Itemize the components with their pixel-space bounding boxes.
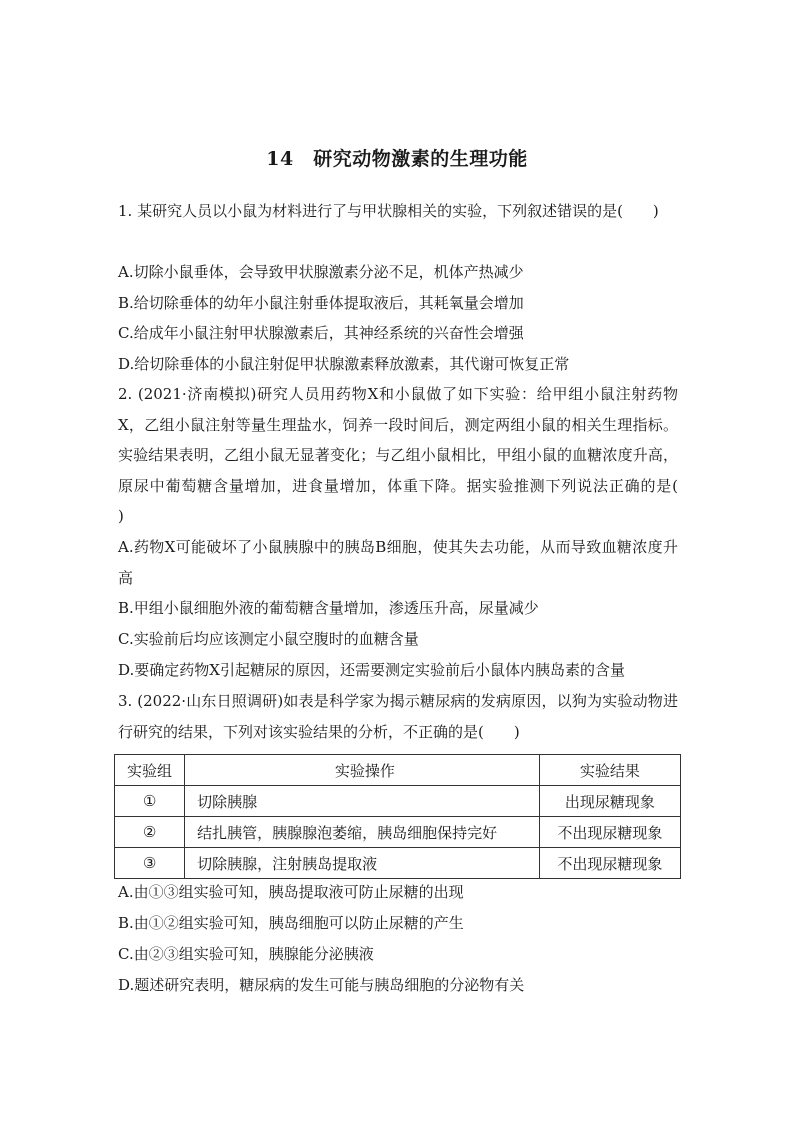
question-2-stem: 2. (2021·济南模拟)研究人员用药物X和小鼠做了如下实验：给甲组小鼠注射药物X，乙组小鼠注射等量生理盐水，饲养一段时间后，测定两组小鼠的相关生理指标。实验结果表明，乙组小鼠无显著变化；与乙组小鼠相比，甲组小鼠的血糖浓度升高，原尿中葡萄糖含量增加，进食量增加，体重下降。据实验推测下列说法正确的是( ) <box>118 385 709 525</box>
table-cell-result: 出现尿糖现象 <box>539 786 680 817</box>
table-row <box>115 817 681 848</box>
question-2-option-a: A.药物X可能破坏了小鼠胰腺中的胰岛B细胞，使其失去功能，从而导致血糖浓度升高 <box>118 538 678 587</box>
question-3-option-c: C.由②③组实验可知，胰腺能分泌胰液 <box>118 945 374 963</box>
table-row <box>115 848 681 879</box>
table-cell-group: ② <box>115 817 185 848</box>
table-header-result: 实验结果 <box>539 755 680 786</box>
page-title: 14 研究动物激素的生理功能 <box>266 148 528 170</box>
experiment-table <box>114 754 681 879</box>
question-3-option-b: B.由①②组实验可知，胰岛细胞可以防止尿糖的产生 <box>118 914 464 932</box>
table-cell-result: 不出现尿糖现象 <box>539 817 680 848</box>
question-1-stem: 1. 某研究人员以小鼠为材料进行了与甲状腺相关的实验，下列叙述错误的是( ) <box>118 202 659 220</box>
table-header-row <box>115 755 681 786</box>
question-3-option-a: A.由①③组实验可知，胰岛提取液可防止尿糖的出现 <box>118 883 464 901</box>
table-cell-result: 不出现尿糖现象 <box>539 848 680 879</box>
question-2-option-b: B.甲组小鼠细胞外液的葡萄糖含量增加，渗透压升高，尿量减少 <box>118 599 539 617</box>
table-cell-group: ③ <box>115 848 185 879</box>
table-row <box>115 786 681 817</box>
table-cell-operation: 结扎胰管，胰腺腺泡萎缩，胰岛细胞保持完好 <box>185 817 540 848</box>
question-1-option-d: D.给切除垂体的小鼠注射促甲状腺激素释放激素，其代谢可恢复正常 <box>118 355 570 373</box>
table-cell-operation: 切除胰腺，注射胰岛提取液 <box>185 848 540 879</box>
table-header-operation: 实验操作 <box>185 755 540 786</box>
table-cell-group: ① <box>115 786 185 817</box>
table-header-group: 实验组 <box>115 755 185 786</box>
question-2-option-d: D.要确定药物X引起糖尿的原因，还需要测定实验前后小鼠体内胰岛素的含量 <box>118 661 625 679</box>
question-1-option-a: A.切除小鼠垂体，会导致甲状腺激素分泌不足，机体产热减少 <box>118 263 524 281</box>
question-3-option-d: D.题述研究表明，糖尿病的发生可能与胰岛细胞的分泌物有关 <box>118 976 525 994</box>
question-1-option-b: B.给切除垂体的幼年小鼠注射垂体提取液后，其耗氧量会增加 <box>118 294 524 312</box>
table-cell-operation: 切除胰腺 <box>185 786 540 817</box>
question-3-stem: 3. (2022·山东日照调研)如表是科学家为揭示糖尿病的发病原因，以狗为实验动物进行研究的结果，下列对该实验结果的分析，不正确的是( ) <box>118 692 678 741</box>
question-1-option-c: C.给成年小鼠注射甲状腺激素后，其神经系统的兴奋性会增强 <box>118 324 524 342</box>
question-2-option-c: C.实验前后均应该测定小鼠空腹时的血糖含量 <box>118 630 419 648</box>
